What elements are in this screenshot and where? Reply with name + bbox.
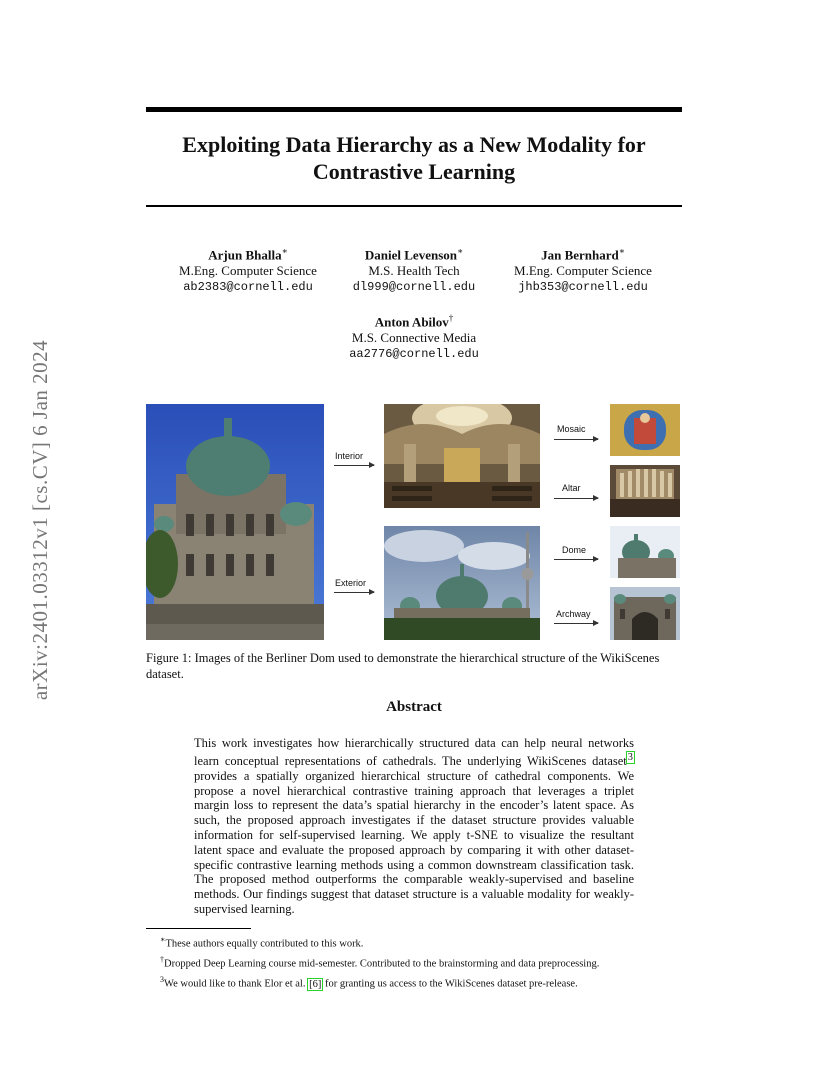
footnote-text: These authors equally contributed to this work. <box>165 938 364 950</box>
author-mark: † <box>448 313 454 323</box>
arrow-to-mosaic <box>554 439 598 440</box>
footnote-mark: ∗ <box>160 935 166 944</box>
author-name: Anton Abilov <box>374 314 449 330</box>
arrow-to-exterior <box>334 592 374 593</box>
author-affiliation: M.S. Health Tech <box>368 263 460 279</box>
footnote-mark: 3 <box>160 975 164 984</box>
author-email[interactable]: ab2383@cornell.edu <box>183 280 313 295</box>
title-bottom-rule <box>146 205 682 207</box>
exterior-distant-photo <box>384 526 540 640</box>
author-name: Daniel Levenson <box>364 247 457 263</box>
abstract-body <box>194 736 634 917</box>
footnote-link-3[interactable]: 3 <box>627 751 633 763</box>
footnote-text: We would like to thank Elor et al. <box>164 978 309 990</box>
footnote-1 <box>160 932 690 952</box>
dome-photo <box>610 526 680 578</box>
author-mark: ∗ <box>456 246 464 256</box>
mosaic-photo <box>610 404 680 456</box>
abstract-text-part-1: This work investigates how hierarchically structured data can help neural networks learn conceptual representations of cathedrals. The underlying WikiScenes dataset <box>194 736 634 768</box>
author-affiliation: M.Eng. Computer Science <box>514 263 652 279</box>
footnote-rule <box>146 928 251 929</box>
author-affiliation: M.Eng. Computer Science <box>179 263 317 279</box>
paper-title-line-2: Contrastive Learning <box>312 159 516 184</box>
label-exterior: Exterior <box>335 578 367 588</box>
altar-photo <box>610 465 680 517</box>
label-archway: Archway <box>556 609 591 619</box>
label-dome: Dome <box>562 545 587 555</box>
author-email[interactable]: aa2776@cornell.edu <box>349 347 479 362</box>
title-top-rule <box>146 107 682 112</box>
footnote-text-end: for granting us access to the WikiScenes dataset pre-release. <box>322 978 578 990</box>
archway-photo <box>610 587 680 640</box>
arrow-to-archway <box>554 623 598 624</box>
footnote-mark: † <box>160 955 164 964</box>
author-email[interactable]: jhb353@cornell.edu <box>518 280 648 295</box>
label-interior: Interior <box>335 451 364 461</box>
footnotes <box>160 932 690 992</box>
figure-caption: Figure 1: Images of the Berliner Dom used to demonstrate the hierarchical structure of the WikiScenes dataset. <box>146 651 660 681</box>
footnote-text: Dropped Deep Learning course mid-semester. Contributed to the brainstorming and data preprocessing. <box>164 958 600 970</box>
label-mosaic: Mosaic <box>557 424 586 434</box>
author-name: Arjun Bhalla <box>208 247 282 263</box>
arxiv-identifier: arXiv:2401.03312v1 [cs.CV] 6 Jan 2024 <box>28 339 52 701</box>
author-name: Jan Bernhard <box>541 247 619 263</box>
author-block-1 <box>158 243 338 295</box>
author-mark: ∗ <box>281 246 288 256</box>
arrow-to-dome <box>554 559 598 560</box>
paper-title <box>146 131 682 185</box>
arrow-to-altar <box>554 498 598 499</box>
label-altar: Altar <box>562 483 581 493</box>
author-block-3 <box>493 243 673 295</box>
interior-photo <box>384 404 540 508</box>
author-affiliation: M.S. Connective Media <box>351 330 477 346</box>
author-block-2 <box>324 243 504 295</box>
arrow-to-interior <box>334 465 374 466</box>
footnote-3 <box>160 972 690 992</box>
abstract-text-part-2: provides a spatially organized hierarchical structure of cathedral components. We propose a novel hierarchical contrastive training approach that leverages a triplet margin loss to represent the data’s spatial hierarchy in the encoder’s latent space. As such, the proposed approach investigates if the dataset structure provides valuable information for self-supervised learning. We apply t-SNE to visualize the resultant latent space and evaluate the proposed approach by comparing it with other dataset-specific contrastive learning methods using a common downstream classification task. The proposed method outperforms the comparable weakly-supervised and baseline methods. Our findings suggest that dataset structure is a valuable modality for weakly-supervised learning. <box>194 768 634 916</box>
citation-link-6[interactable]: [6] <box>309 978 322 990</box>
paper-title-line-1: Exploiting Data Hierarchy as a New Modality for <box>182 132 646 157</box>
author-block-4 <box>324 310 504 362</box>
author-mark: ∗ <box>618 246 625 256</box>
footnote-2 <box>160 952 690 972</box>
cathedral-exterior-photo <box>146 404 324 640</box>
figure-1 <box>146 402 682 642</box>
abstract-heading: Abstract <box>386 699 442 715</box>
author-email[interactable]: dl999@cornell.edu <box>352 280 476 295</box>
